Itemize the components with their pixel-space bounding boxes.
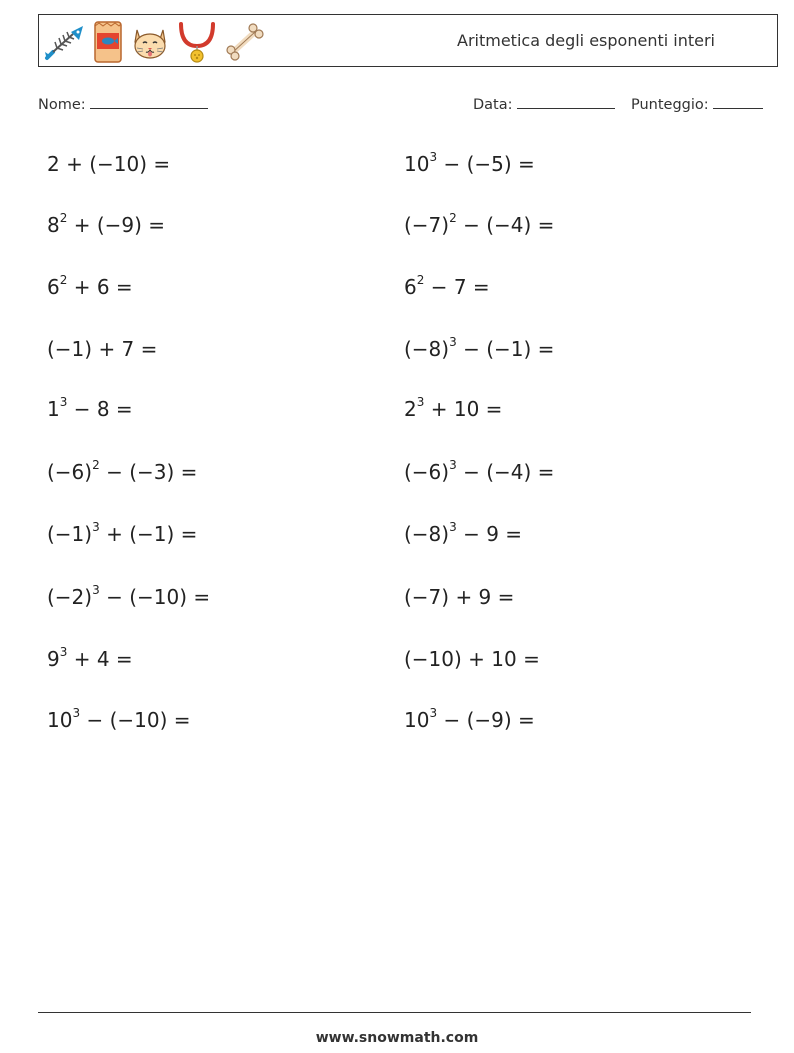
fish-bone-icon (43, 22, 87, 62)
problem-base: (−2) (47, 585, 93, 609)
problem-base: 6 (47, 275, 60, 299)
problem-rest: − 8 = (67, 397, 133, 421)
worksheet-title: Aritmetica degli esponenti interi (457, 31, 715, 50)
cat-food-bag-icon (91, 20, 125, 64)
problem-rest: + (−1) = (99, 522, 198, 546)
problem-exponent: 3 (92, 520, 100, 535)
problem-item (47, 397, 133, 421)
problem-base: (−6) (47, 460, 93, 484)
problem-exponent: 3 (92, 583, 100, 598)
problem-item (47, 708, 191, 732)
problem-item (404, 397, 502, 421)
problem-item (47, 647, 133, 671)
problem-item (47, 213, 165, 237)
problem-base: 1 (47, 397, 60, 421)
problem-item (404, 585, 514, 609)
problem-base: 6 (404, 275, 417, 299)
footer-divider (38, 1012, 751, 1013)
problem-base: (−10) + 10 = (404, 647, 540, 671)
problem-base: (−1) (47, 522, 93, 546)
problem-base: (−1) + 7 = (47, 337, 158, 361)
problem-rest: − (−4) = (456, 460, 555, 484)
problem-base: 2 + (−10) = (47, 152, 171, 176)
header-icons (43, 19, 267, 64)
score-field (631, 94, 763, 113)
problem-item (404, 213, 554, 237)
date-field (473, 94, 615, 113)
problem-base: 10 (404, 708, 430, 732)
problem-exponent: 3 (449, 335, 457, 350)
problem-exponent: 3 (416, 395, 425, 410)
name-label: Nome: (38, 97, 86, 113)
problem-rest: + (−9) = (67, 213, 166, 237)
problem-base: 10 (47, 708, 73, 732)
problem-rest: − (−10) = (80, 708, 191, 732)
problem-exponent: 2 (449, 211, 457, 226)
problem-base: (−7) + 9 = (404, 585, 515, 609)
problem-exponent: 3 (449, 520, 457, 535)
problem-exponent: 2 (59, 273, 68, 288)
problem-rest: − (−4) = (456, 213, 555, 237)
footer-url: www.snowmath.com (315, 1030, 479, 1046)
problem-rest: − (−9) = (437, 708, 535, 732)
problem-exponent: 3 (72, 706, 81, 721)
problem-exponent: 3 (429, 706, 438, 721)
problem-rest: − 9 = (456, 522, 523, 546)
problem-exponent: 3 (59, 645, 68, 660)
cat-face-icon (129, 22, 171, 62)
problem-base: 2 (404, 397, 417, 421)
score-blank (713, 94, 763, 109)
collar-icon (175, 20, 219, 64)
name-field (38, 94, 208, 113)
problem-exponent: 2 (59, 211, 68, 226)
problem-base: 10 (404, 152, 430, 176)
bone-icon (223, 22, 267, 62)
problem-base: (−8) (404, 522, 450, 546)
problem-item (404, 522, 522, 546)
problem-rest: + 10 = (424, 397, 503, 421)
worksheet-header (38, 14, 778, 67)
problem-rest: − (−1) = (456, 337, 555, 361)
score-label: Punteggio: (631, 97, 709, 113)
problem-exponent: 2 (416, 273, 425, 288)
problem-item (404, 337, 554, 361)
problem-exponent: 2 (92, 458, 100, 473)
problem-exponent: 3 (59, 395, 68, 410)
problem-base: (−7) (404, 213, 450, 237)
problem-exponent: 3 (449, 458, 457, 473)
problem-item (47, 585, 210, 609)
problem-item (47, 152, 170, 176)
problem-rest: + 6 = (67, 275, 133, 299)
date-label: Data: (473, 97, 513, 113)
problem-item (404, 647, 540, 671)
problem-rest: − (−10) = (99, 585, 211, 609)
name-blank (90, 94, 208, 109)
problem-item (404, 708, 535, 732)
problem-item (47, 522, 197, 546)
problem-rest: − (−5) = (437, 152, 535, 176)
problem-base: (−8) (404, 337, 450, 361)
problem-item (404, 460, 554, 484)
problem-item (404, 275, 490, 299)
problem-base: 9 (47, 647, 60, 671)
problem-base: (−6) (404, 460, 450, 484)
problem-rest: + 4 = (67, 647, 133, 671)
problem-item (47, 275, 133, 299)
problem-item (47, 337, 157, 361)
problem-exponent: 3 (429, 150, 438, 165)
date-blank (517, 94, 615, 109)
problem-rest: − 7 = (424, 275, 490, 299)
problem-base: 8 (47, 213, 60, 237)
problem-rest: − (−3) = (99, 460, 198, 484)
problem-item (404, 152, 535, 176)
problem-item (47, 460, 197, 484)
